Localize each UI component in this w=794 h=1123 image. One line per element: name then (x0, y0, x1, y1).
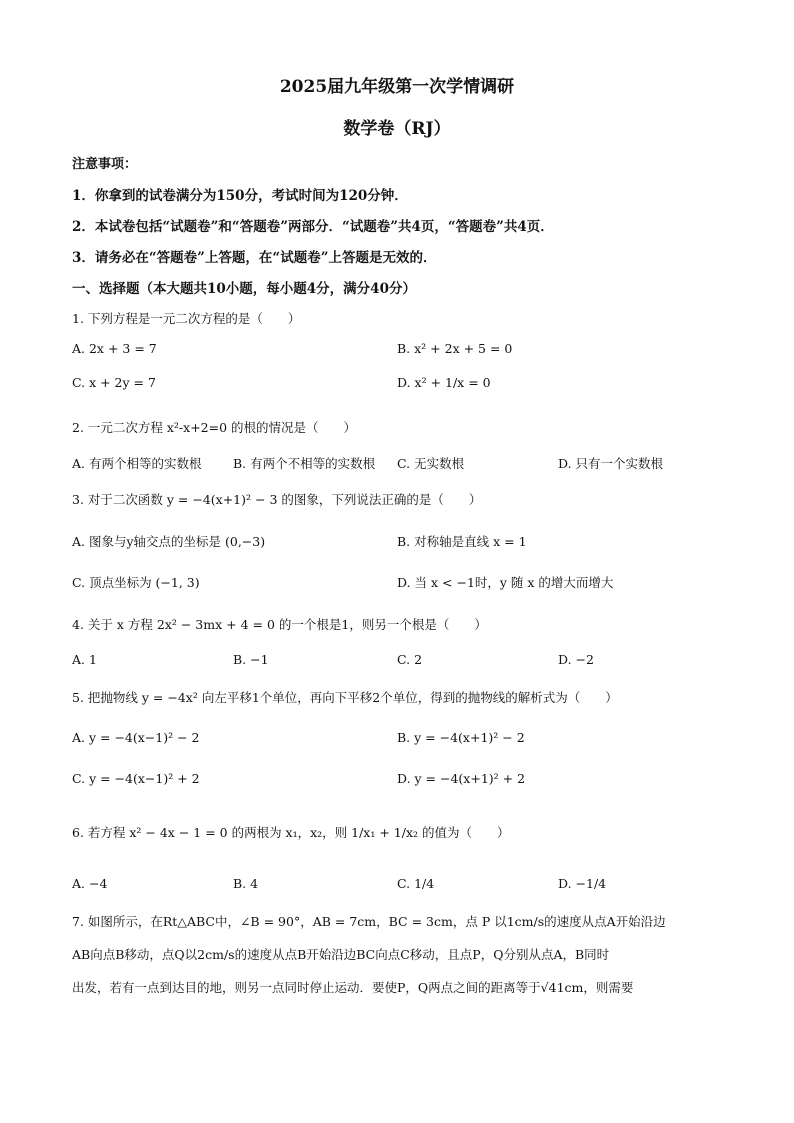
question-3-option-d: D. 当 x < −1时，y 随 x 的增大而增大 (397, 575, 614, 590)
question-7-line-2: AB向点B移动，点Q以2cm/s的速度从点B开始沿边BC向点C移动，且点P，Q分别从点A，B同时 (72, 947, 610, 962)
note-item-2: 2．本试卷包括“试题卷”和“答题卷”两部分．“试题卷”共4页，“答题卷”共4页． (72, 219, 554, 235)
note-item-1: 1．你拿到的试卷满分为150分，考试时间为120分钟． (72, 188, 408, 204)
question-1-option-d: D. x² + 1/x = 0 (397, 375, 491, 390)
question-5-option-b: B. y = −4(x+1)² − 2 (397, 730, 525, 745)
question-6-option-a: A. −4 (72, 876, 108, 891)
question-3-option-a: A. 图象与y轴交点的坐标是 (0,−3) (72, 534, 266, 549)
question-5-option-c: C. y = −4(x−1)² + 2 (72, 771, 200, 786)
question-2-option-d: D. 只有一个实数根 (558, 456, 664, 471)
question-2-option-c: C. 无实数根 (397, 456, 465, 471)
question-7-line-1: 7. 如图所示，在Rt△ABC中，∠B = 90°，AB = 7cm，BC = 3cm，点 P 以1cm/s的速度从点A开始沿边 (72, 914, 666, 929)
question-4-option-c: C. 2 (397, 652, 423, 667)
question-4-option-b: B. −1 (233, 652, 269, 667)
question-5-option-a: A. y = −4(x−1)² − 2 (72, 730, 200, 745)
question-4-option-d: D. −2 (558, 652, 594, 667)
question-7-line-3: 出发，若有一点到达目的地，则另一点同时停止运动．要使P，Q两点之间的距离等于√41cm，则需要 (72, 980, 634, 995)
question-5-stem: 5. 把抛物线 y = −4x² 向左平移1个单位，再向下平移2个单位，得到的抛物线的解析式为（ ） (72, 690, 618, 705)
question-6-option-b: B. 4 (233, 876, 259, 891)
question-4-option-a: A. 1 (72, 652, 97, 667)
section-heading: 一、选择题（本大题共10小题，每小题4分，满分40分） (72, 281, 416, 297)
question-6-stem: 6. 若方程 x² − 4x − 1 = 0 的两根为 x₁，x₂，则 1/x₁ + 1/x₂ 的值为（ ） (72, 825, 510, 840)
question-1-stem: 1. 下列方程是一元二次方程的是（ ） (72, 311, 301, 326)
note-item-3: 3．请务必在“答题卷”上答题，在“试题卷”上答题是无效的． (72, 250, 437, 266)
question-3-stem: 3. 对于二次函数 y = −4(x+1)² − 3 的图象，下列说法正确的是（ ） (72, 492, 482, 507)
notes-heading: 注意事项： (72, 157, 138, 172)
exam-subtitle: 数学卷（RJ） (343, 119, 451, 139)
question-6-option-c: C. 1/4 (397, 876, 435, 891)
question-1-option-a: A. 2x + 3 = 7 (72, 341, 157, 356)
question-4-stem: 4. 关于 x 方程 2x² − 3mx + 4 = 0 的一个根是1，则另一个根是（ ） (72, 617, 487, 632)
question-3-option-b: B. 对称轴是直线 x = 1 (397, 534, 527, 549)
question-2-stem: 2. 一元二次方程 x²-x+2=0 的根的情况是（ ） (72, 420, 357, 435)
exam-title: 2025届九年级第一次学情调研 (279, 77, 515, 97)
question-2-option-a: A. 有两个相等的实数根 (72, 456, 202, 471)
question-5-option-d: D. y = −4(x+1)² + 2 (397, 771, 526, 786)
question-6-option-d: D. −1/4 (558, 876, 607, 891)
question-3-option-c: C. 顶点坐标为 (−1, 3) (72, 575, 200, 590)
question-1-option-c: C. x + 2y = 7 (72, 375, 156, 390)
question-2-option-b: B. 有两个不相等的实数根 (233, 456, 376, 471)
question-1-option-b: B. x² + 2x + 5 = 0 (397, 341, 513, 356)
